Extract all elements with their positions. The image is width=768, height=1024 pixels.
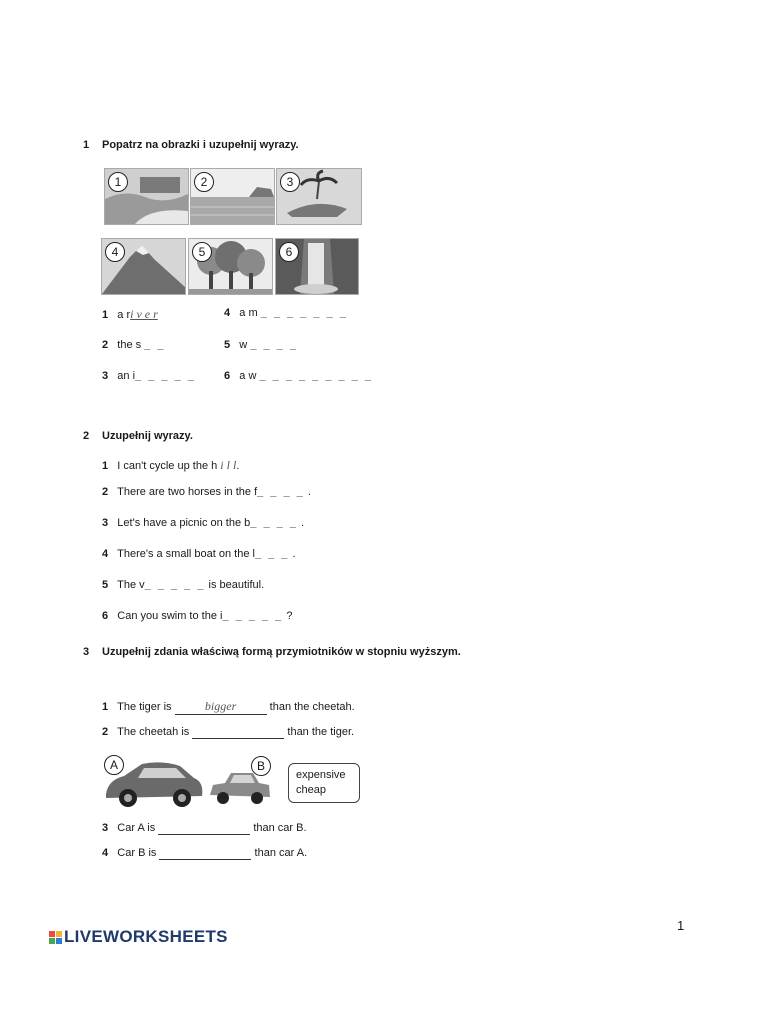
- picture-number: 3: [280, 172, 300, 192]
- answer-blank[interactable]: _ _ _ _: [257, 486, 305, 498]
- car-b-image: [207, 755, 273, 810]
- car-label-b: B: [251, 756, 271, 776]
- answer-blank[interactable]: _ _ _ _: [250, 339, 298, 351]
- ex1-item-5: 5 w _ _ _ _: [224, 339, 298, 351]
- car-label-a: A: [104, 755, 124, 775]
- ex1-item-6: 6 a w _ _ _ _ _ _ _ _ _: [224, 370, 373, 382]
- answer-blank[interactable]: _ _ _ _ _: [135, 370, 196, 382]
- car-a-image: [102, 754, 206, 812]
- answer-blank[interactable]: _ _ _ _ _ _ _ _ _: [259, 370, 373, 382]
- ex2-item-6: 6 Can you swim to the i_ _ _ _ _ ?: [102, 610, 293, 622]
- answer-blank[interactable]: _ _ _: [254, 548, 290, 560]
- exercise-1-instruction: Popatrz na obrazki i uzupełnij wyrazy.: [102, 139, 299, 151]
- exercise-2-instruction: Uzupełnij wyrazy.: [102, 430, 193, 442]
- ex1-item-4: 4 a m _ _ _ _ _ _ _: [224, 307, 348, 319]
- picture-river: [104, 168, 189, 225]
- answer-hint[interactable]: i v e r: [130, 307, 158, 321]
- exercise-2-number: 2: [83, 430, 90, 442]
- ex2-item-3: 3 Let's have a picnic on the b_ _ _ _ .: [102, 517, 305, 529]
- picture-number: 2: [194, 172, 214, 192]
- answer-line[interactable]: [192, 726, 284, 739]
- ex3-item-3: 3 Car A is than car B.: [102, 822, 307, 834]
- ex2-item-2: 2 There are two horses in the f_ _ _ _ .: [102, 486, 311, 498]
- picture-number: 5: [192, 242, 212, 262]
- liveworksheets-logo: [49, 927, 228, 947]
- picture-island: [276, 168, 362, 225]
- ex1-item-3: 3 an i_ _ _ _ _: [102, 370, 196, 382]
- picture-wood: [188, 238, 273, 295]
- answer-blank[interactable]: _ _ _ _: [250, 517, 298, 529]
- exercise-1-number: 1: [83, 139, 90, 151]
- ex2-item-1: 1 I can't cycle up the h i l l.: [102, 458, 240, 472]
- picture-waterfall: [275, 238, 359, 295]
- ex1-item-2: 2 the s _ _: [102, 339, 166, 351]
- adjective-options-box: [288, 763, 360, 803]
- picture-mountain: [101, 238, 186, 295]
- page-number: 1: [677, 918, 685, 933]
- answer-blank[interactable]: _ _: [144, 339, 166, 351]
- logo-icon: [49, 931, 62, 944]
- picture-number: 1: [108, 172, 128, 192]
- picture-number: 4: [105, 242, 125, 262]
- exercise-3-number: 3: [83, 646, 90, 658]
- answer-blank[interactable]: _ _ _ _ _: [222, 610, 284, 622]
- answer-hint[interactable]: i l l: [220, 458, 237, 472]
- answer-blank[interactable]: _ _ _ _ _: [144, 579, 206, 591]
- ex2-item-4: 4 There's a small boat on the l_ _ _ .: [102, 548, 296, 560]
- option-word: expensive: [296, 769, 346, 781]
- ex3-item-2: 2 The cheetah is than the tiger.: [102, 726, 355, 738]
- ex2-item-5: 5 The v_ _ _ _ _ is beautiful.: [102, 579, 265, 591]
- option-word: cheap: [296, 784, 326, 796]
- ex3-item-4: 4 Car B is than car A.: [102, 847, 308, 859]
- ex1-item-1: 1 a ri v e r: [102, 307, 158, 321]
- ex3-item-1: 1 The tiger is bigger than the cheetah.: [102, 699, 355, 713]
- picture-sea: [190, 168, 275, 225]
- picture-number: 6: [279, 242, 299, 262]
- answer-line[interactable]: [158, 822, 250, 835]
- answer-line[interactable]: [159, 847, 251, 860]
- exercise-3-instruction: Uzupełnij zdania właściwą formą przymiotników w stopniu wyższym.: [102, 646, 461, 658]
- logo-text: LIVEWORKSHEETS: [64, 927, 228, 946]
- answer-line[interactable]: bigger: [175, 699, 267, 715]
- answer-blank[interactable]: _ _ _ _ _ _ _: [260, 307, 348, 319]
